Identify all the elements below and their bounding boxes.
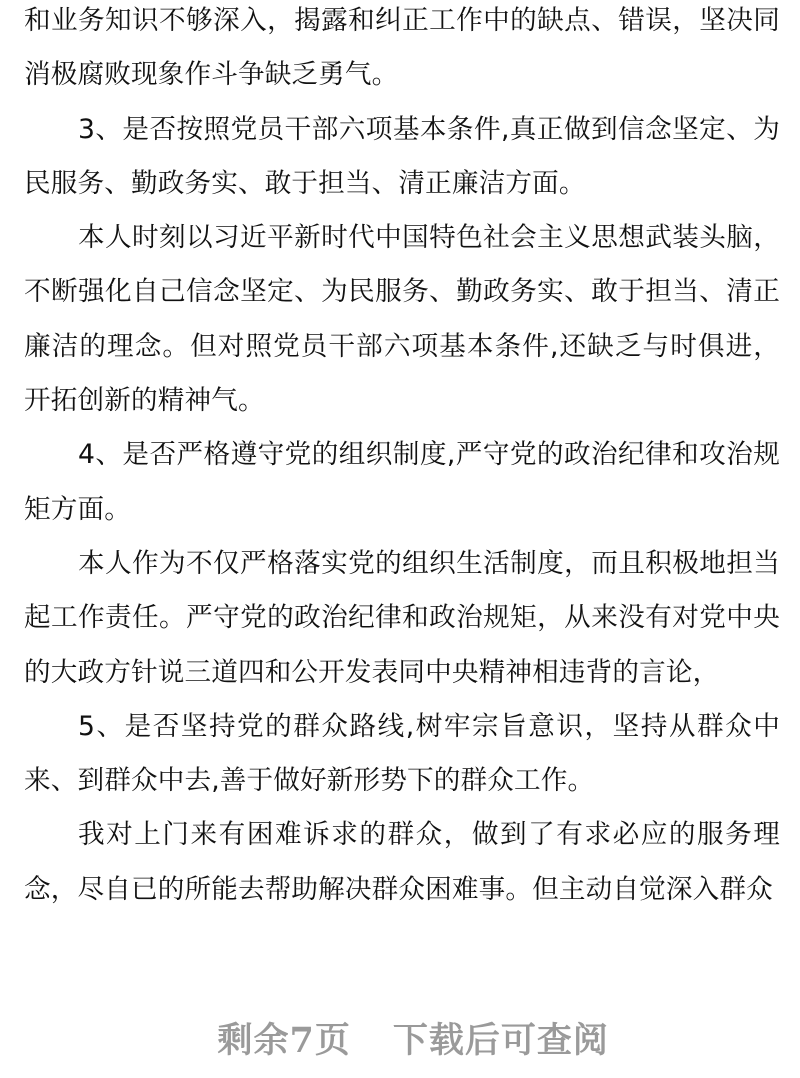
paragraph-4: 4、是否严格遵守党的组织制度,严守党的政治纪律和攻治规矩方面。 xyxy=(24,439,780,525)
paragraph-5: 本人作为不仅严格落实党的组织生活制度，而且积极地担当起工作责任。严守党的政治纪律和政治规矩，从来没有对党中央的大政方针说三道四和公开发表同中央精神相违背的言论， xyxy=(24,547,780,688)
paragraph-7: 我对上门来有困难诉求的群众，做到了有求必应的服务理念，尽自已的所能去帮助解决群众困难事。但主动自觉深入群众 xyxy=(24,819,780,905)
document-body xyxy=(24,0,780,917)
paragraph-6: 5、是否坚持党的群众路线,树牢宗旨意识，坚持从群众中来、到群众中去,善于做好新形势下的群众工作。 xyxy=(24,710,780,797)
download-prompt-label: 下载后可查阅 xyxy=(392,1020,609,1061)
paragraph-1: 和业务知识不够深入，揭露和纠正工作中的缺点、错误，坚决同消极腐败现象作斗争缺乏勇气。 xyxy=(24,5,780,91)
paragraph-3: 本人时刻以习近平新时代中国特色社会主义思想武装头脑，不断强化自己信念坚定、为民服务、勤政务实、敢于担当、清正廉洁的理念。但对照党员干部六项基本条件,还缺乏与时俱进，开拓创新的精神气。 xyxy=(24,222,780,417)
paragraph-2: 3、是否按照党员干部六项基本条件,真正做到信念坚定、为民服务、勤政务实、敢于担当、清正廉洁方面。 xyxy=(24,113,780,199)
download-banner[interactable] xyxy=(0,972,800,1063)
remaining-pages-label: 剩余7页 xyxy=(217,1020,351,1061)
